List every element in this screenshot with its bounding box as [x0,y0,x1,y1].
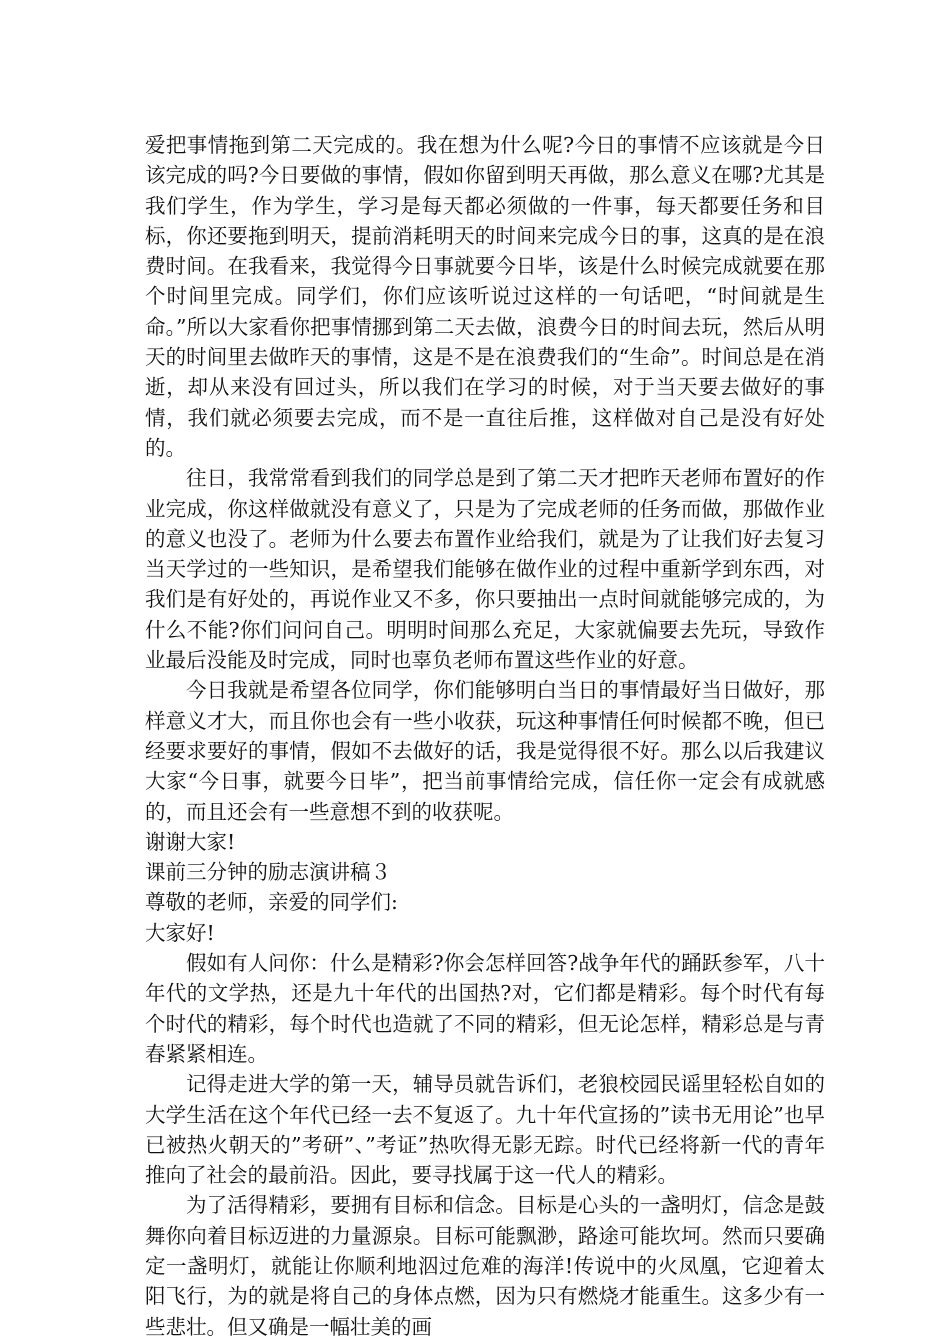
paragraph-first-day: 记得走进大学的第一天，辅导员就告诉们，老狼校园民谣里轻松自如的大学生活在这个年代已经一去不复返了。九十年代宣扬的”读书无用论”也早已被热火朝天的”考研”、”考证”热吹得无影无踪。时代已经将新一代的青年推向了社会的最前沿。因此，要寻找属于这一代人的精彩。 [145,1072,825,1188]
thanks-line: 谢谢大家! [145,829,236,854]
paragraph-continuation: 爱把事情拖到第二天完成的。我在想为什么呢?今日的事情不应该就是今日该完成的吗?今日要做的事情，假如你留到明天再做，那么意义在哪?尤其是我们学生，作为学生，学习是每天都必须做的一件事，每天都要任务和目标，你还要拖到明天，提前消耗明天的时间来完成今日的事，这真的是在浪费时间。在我看来，我觉得今日事就要今日毕，该是什么时候完成就要在那个时间里完成。同学们，你们应该听说过这样的一句话吧，“时间就是生命。”所以大家看你把事情挪到第二天去做，浪费今日的时间去玩，然后从明天的时间里去做昨天的事情，这是不是在浪费我们的“生命”。时间总是在消逝，却从来没有回过头，所以我们在学习的时候，对于当天要去做好的事情，我们就必须要去完成，而不是一直往后推，这样做对自己是没有好处的。 [145,133,825,460]
salutation: 尊敬的老师，亲爱的同学们: [145,890,398,915]
paragraph-what-is-wonderful: 假如有人问你：什么是精彩?你会怎样回答?战争年代的踊跃参军，八十年代的文学热，还是九十年代的出国热?对，它们都是精彩。每个时代有每个时代的精彩，每个时代也造就了不同的精彩，但无论怎样，精彩总是与青春紧紧相连。 [145,951,825,1066]
paragraph-homework: 往日，我常常看到我们的同学总是到了第二天才把昨天老师布置好的作业完成，你这样做就没有意义了，只是为了完成老师的任务而做，那做作业的意义也没了。老师为什么要去布置作业给我们，就是为了让我们好去复习当天学过的一些知识，是希望我们能够在做作业的过程中重新学到东西，对我们是有好处的，再说作业又不多，你只要抽出一点时间就能够完成的，为什么不能?你们问问自己。明明时间那么充足，大家就偏要去先玩，导致作业最后没能及时完成，同时也辜负老师布置这些作业的好意。 [145,466,825,673]
greeting: 大家好! [145,920,215,945]
paragraph-hope: 今日我就是希望各位同学，你们能够明白当日的事情最好当日做好，那样意义才大，而且你也会有一些小收获，玩这种事情任何时候都不晚，但已经要求要好的事情，假如不去做好的话，我是觉得很不好。那么以后我建议大家“今日事，就要今日毕”，把当前事情给完成，信任你一定会有成就感的，而且还会有一些意想不到的收获呢。 [145,678,825,824]
document-body [145,130,825,1342]
speech-title: 课前三分钟的励志演讲稿３ [145,860,391,885]
paragraph-goals: 为了活得精彩，要拥有目标和信念。目标是心头的一盏明灯，信念是鼓舞你向着目标迈进的力量源泉。目标可能飘渺，路途可能坎坷。然而只要确定一盏明灯，就能让你顺利地泅过危难的海洋!传说中的火凤凰，它迎着太阳飞行，为的就是将自己的身体点燃，因为只有燃烧才能重生。这多少有一些悲壮。但又确是一幅壮美的画 [145,1193,825,1339]
